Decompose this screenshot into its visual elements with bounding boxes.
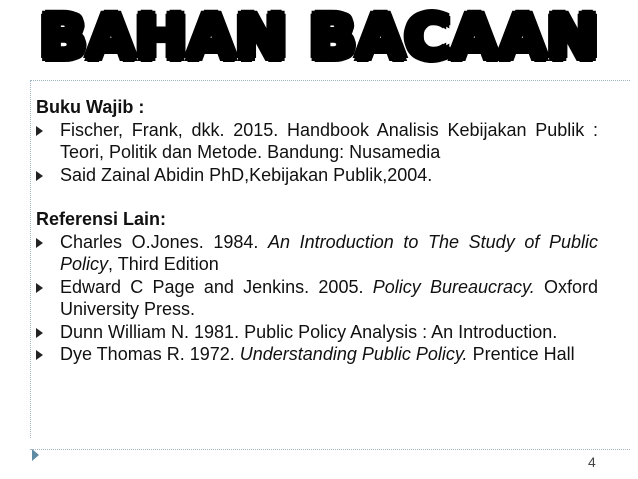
title-divider <box>30 80 630 81</box>
list-item <box>36 164 598 187</box>
bullet-arrow-icon <box>36 328 43 338</box>
page-number: 4 <box>588 454 596 470</box>
item-text-post: , Third Edition <box>108 254 219 274</box>
list-item <box>36 276 598 321</box>
corner-arrow-icon <box>32 449 39 461</box>
bullet-arrow-icon <box>36 283 43 293</box>
item-text-pre: Dye Thomas R. 1972. <box>60 344 240 364</box>
bullet-arrow-icon <box>36 171 43 181</box>
section-gap <box>36 186 598 208</box>
references-list <box>36 231 598 366</box>
required-books-list <box>36 119 598 187</box>
item-text-post: Oxford University Press. <box>60 276 598 319</box>
bullet-arrow-icon <box>36 126 43 136</box>
bullet-arrow-icon <box>36 238 43 248</box>
item-text: Said Zainal Abidin PhD,Kebijakan Publik,2004. <box>60 164 433 185</box>
bottom-divider <box>30 449 630 450</box>
other-references-heading: Referensi Lain: <box>36 209 167 229</box>
slide-title: BAHAN BACAAN <box>39 2 599 73</box>
item-text-pre: Dunn William N. 1981. Public Policy Analysis : An Introduction. <box>60 321 558 342</box>
required-books-heading: Buku Wajib : <box>36 97 145 117</box>
item-text-italic: Policy Bureaucracy. <box>372 276 535 297</box>
left-divider <box>30 80 31 438</box>
item-text: Fischer, Frank, dkk. 2015. Handbook Analisis Kebijakan Publik : Teori, Politik dan Metode. Bandung: Nusamedia <box>60 119 598 162</box>
list-item <box>36 119 598 164</box>
item-text-italic: Understanding Public Policy. <box>239 344 468 364</box>
item-text-pre: Charles O.Jones. 1984. <box>60 231 269 252</box>
list-item <box>36 343 598 366</box>
list-item <box>36 231 598 276</box>
item-text-italic: An Introduction to The Study of Public Policy <box>60 231 598 274</box>
item-text-pre: Edward C Page and Jenkins. 2005. <box>60 276 373 297</box>
bullet-arrow-icon <box>36 350 43 360</box>
reading-list <box>36 96 598 366</box>
item-text-post: Prentice Hall <box>467 344 575 364</box>
list-item <box>36 321 598 344</box>
